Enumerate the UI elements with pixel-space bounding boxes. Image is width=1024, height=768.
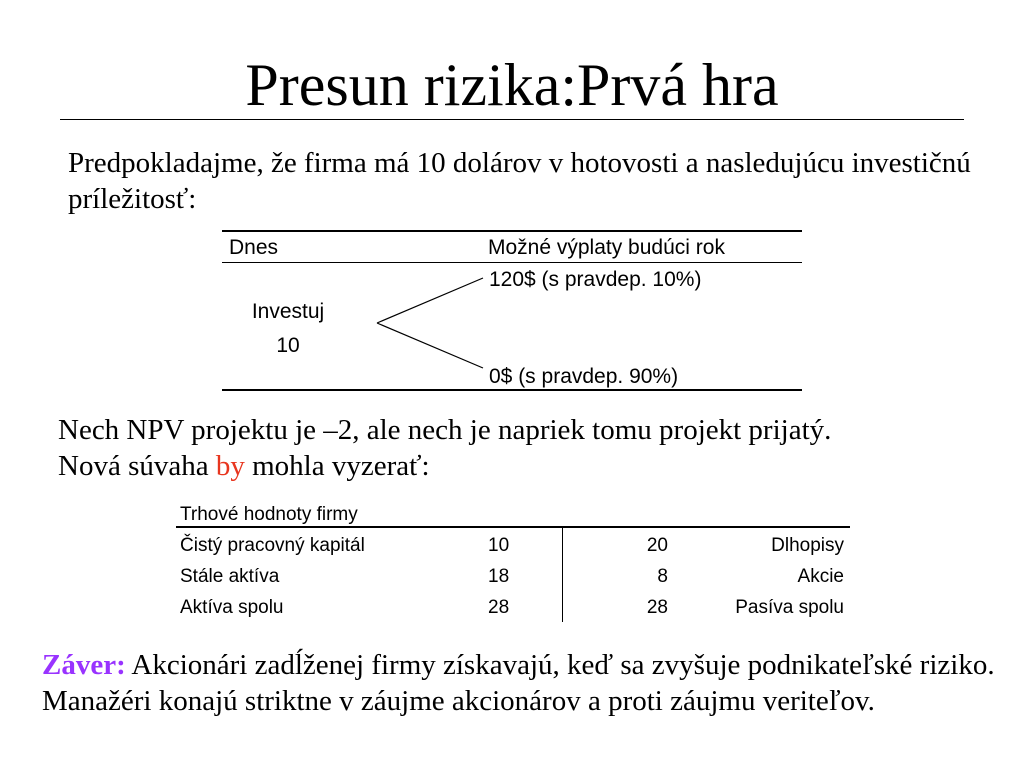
action-invest-label: Investuj: [251, 300, 325, 323]
conclusion-paragraph: [42, 647, 1002, 719]
asset-value-total-assets: 28: [488, 597, 510, 618]
liability-value-equity: 8: [657, 566, 668, 587]
payoff-high: 120$ (s pravdep. 10%): [489, 268, 702, 291]
header-future-payoffs: Možné výplaty budúci rok: [488, 236, 725, 259]
liability-label-bonds: Dlhopisy: [771, 535, 844, 556]
balance-sheet-divider: [562, 527, 563, 622]
asset-label-fixed-assets: Stále aktíva: [180, 566, 280, 587]
npv-line-2-end: mohla vyzerať:: [244, 450, 430, 482]
asset-label-total-assets: Aktíva spolu: [180, 597, 284, 618]
title-divider: [60, 119, 964, 120]
branch-line-low: [377, 323, 483, 368]
npv-paragraph: [58, 412, 998, 484]
liability-value-total: 28: [646, 597, 668, 618]
conclusion-label: Záver:: [42, 649, 126, 681]
investment-table-top-rule: [222, 230, 802, 232]
investment-table-bottom-rule: [222, 389, 802, 391]
conclusion-text: Akcionári zadĺženej firmy získavajú, keď sa zvyšuje podnikateľské riziko. Manažéri konajú striktne v záujme akcionárov a proti záujmu veriteľov.: [42, 649, 995, 717]
investment-table-header-rule: [222, 262, 802, 263]
slide-title: Presun rizika:Prvá hra: [245, 52, 779, 118]
payoff-low: 0$ (s pravdep. 90%): [489, 365, 679, 388]
action-invest-amount: 10: [276, 334, 300, 357]
asset-value-fixed-assets: 18: [488, 566, 510, 587]
balance-sheet-title: Trhové hodnoty firmy: [180, 504, 358, 525]
header-today: Dnes: [229, 236, 279, 259]
liability-label-total: Pasíva spolu: [735, 597, 844, 618]
branch-line-high: [377, 278, 483, 323]
npv-highlight-by: by: [215, 450, 245, 482]
asset-label-net-working-capital: Čistý pracovný kapitál: [180, 535, 365, 556]
npv-line-2: [58, 448, 998, 484]
balance-sheet-header-rule: [176, 526, 850, 528]
liability-label-equity: Akcie: [797, 566, 844, 587]
intro-paragraph: Predpokladajme, že firma má 10 dolárov v hotovosti a nasledujúcu investičnú príležitosť:: [68, 147, 971, 215]
npv-line-2-start: Nová súvaha: [58, 450, 216, 482]
decision-branch-lines: [370, 270, 490, 380]
liability-value-bonds: 20: [646, 535, 668, 556]
asset-value-net-working-capital: 10: [488, 535, 510, 556]
npv-line-1: Nech NPV projektu je –2, ale nech je napriek tomu projekt prijatý.: [58, 414, 832, 446]
